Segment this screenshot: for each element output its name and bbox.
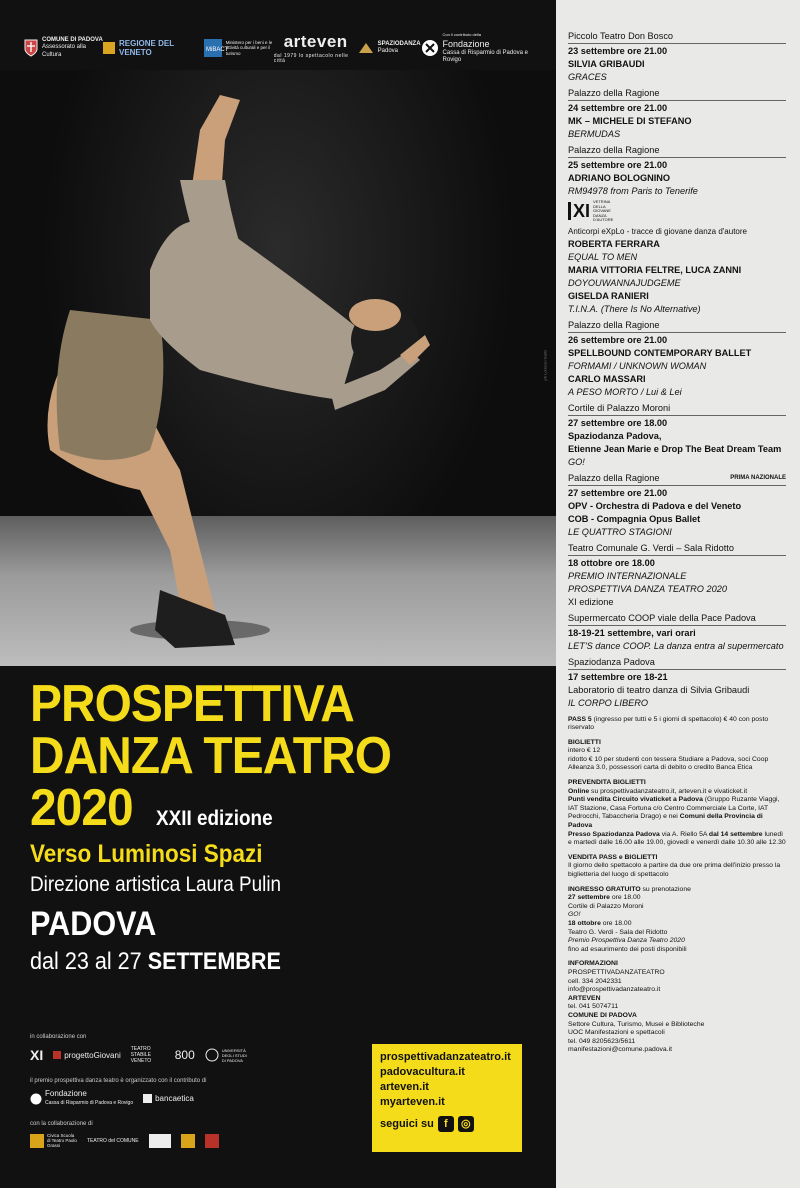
logo-comune: COMUNE DI PADOVA Assessorato alla Cultura [24,37,103,59]
collab-logos [30,1046,360,1064]
logo-fondazione-bottom: Fondazione Cassa di Risparmio di Padova e Rovigo [30,1090,133,1107]
xi-anticorpi-logo: XI VETRINA DELLA GIOVANE DANZA D'AUTORE [568,200,786,223]
logo-arteven: arteven dal 1979 lo spettacolo nelle città [273,31,349,64]
logo-teatro-stabile: TEATRO STABILE VENETO [130,1046,152,1064]
presale-info: PREVENDITA BIGLIETTI Online su prospettivadanzateatro.it, arteven.it e vivaticket.it Punti vendita Circuito vivaticket a Padova (Gruppo Ruzante Viaggi, IAT Stazione, Casa Fortuna c/o Centro Commerciale La Corte, IAT Pedrocchi, Tabaccheria Drago) e nei Comuni della Provincia di Padova Presso Spaziodanza Padova via A. Riello 5A dal 14 settembre lunedì e martedì dalle 16.00 alle 19.00, giovedì e venerdì dalle 10.30 alle 12.30 [568,779,786,847]
bancaetica-icon [143,1094,152,1103]
event-item: Palazzo della Ragione 24 settembre ore 21.00 MK – MICHELE DI STEFANO BERMUDAS [568,87,786,141]
university-seal-icon [205,1048,219,1062]
email-link[interactable]: manifestazioni@comune.padova.it [568,1046,673,1054]
email-link[interactable]: info@prospettivadanzateatro.it [568,986,661,994]
event-item: Teatro Comunale G. Verdi – Sala Ridotto 18 ottobre ore 18.00 PREMIO INTERNAZIONALE PROSPETTIVA DANZA TEATRO 2020 XI edizione [568,542,786,609]
headline-block [30,675,540,976]
artistic-direction: Direzione artistica Laura Pulin [30,873,282,896]
dancer-figure [0,70,556,666]
logo-xi: XI [30,1047,44,1063]
logo-800: 800 [174,1048,195,1062]
link-padovacultura[interactable]: padovacultura.it [380,1066,465,1078]
link-prospettiva[interactable]: prospettivadanzateatro.it [380,1051,511,1063]
event-item: Piccolo Teatro Don Bosco 23 settembre ore 21.00 SILVIA GRIBAUDI GRACES [568,30,786,84]
title-line-2: DANZA TEATRO [30,727,392,785]
event-item: Cortile di Palazzo Moroni 27 settembre ore 18.00 Spaziodanza Padova, Etienne Jean Marie e Drop The Beat Dream Team GO! [568,402,786,469]
mibact-icon [204,39,229,57]
sale-info: VENDITA PASS e BIGLIETTI Il giorno dello spettacolo a partire da due ore prima dell'inizio presso la biglietteria del luogo di spettacolo [568,853,781,878]
logo-paolo-grassi: Civica Scuola di Teatro Paolo Grassi [30,1133,77,1148]
logo-progetto-giovani: progettoGiovani [53,1051,120,1060]
subtitle: Verso Luminosi Spazi [30,840,263,868]
logo-universita: UNIVERSITÀ DEGLI STUDI DI PADOVA [205,1048,250,1063]
facebook-icon[interactable]: f [438,1116,454,1132]
logo-teatro-comune: TEATRO del COMUNE [87,1137,139,1144]
logo-bancaetica: bancaetica [143,1094,194,1103]
logo-yellow [181,1134,195,1148]
instagram-icon[interactable]: ◎ [458,1116,474,1132]
program-list [568,30,786,710]
tickets-info: BIGLIETTI intero € 12 ridotto € 10 per studenti con tessera Studiare a Padova, soci Coop Alleanza 3.0, possessori carta di debito o credito Banca Etica [568,738,769,772]
city: PADOVA [30,905,157,943]
year-row [30,779,540,837]
event-item: Palazzo della Ragione 25 settembre ore 21.00 ADRIANO BOLOGNINO RM94978 from Paris to Tenerife XI VETRINA DELLA GIOVANE DANZA D'AUTORE Anticorpi eXpLo - tracce di giovane danza d'autore ROBERTA FERRARA EQUAL TO MEN MARIA VITTORIA FELTRE, LUCA ZANNI DOYOUWANNAJUDGEME GISELDA RANIERI T.I.N.A. (There Is No Alternative) [568,144,786,316]
event-item: Supermercato COOP viale della Pace Padova 18-19-21 settembre, vari orari LET'S dance COOP. La danza entra al supermercato [568,612,786,653]
fondazione-icon [30,1093,42,1105]
grassi-icon [30,1134,44,1148]
logo-fondazione: Con il contributo della Fondazione Cassa di Risparmio di Padova e Rovigo [421,32,542,65]
free-entry-info: INGRESSO GRATUITO su prenotazione 27 settembre ore 18.00 Cortile di Palazzo Moroni GO! 18 ottobre ore 18.00 Teatro G. Verdi - Sala del Ridotto Premio Prospettiva Danza Teatro 2020 fino ad esaurimento dei posti disponibili [568,885,691,953]
progetto-icon [53,1051,61,1059]
credits-block: in collaborazione con XI progettoGiovani TEATRO STABILE VENETO 800 UNIVERSITÀ DEGLI STUDI DI PADOVA il premio prospettiva danza teatro è organizzato con il contributo di Fondazione Cassa di Risparmio di Padova e Rovigo bancaetica con la collaborazione di Civica Scuola di Teatro Paolo Grassi TEATRO del COMUNE [30,1034,360,1162]
title-year: 2020 [30,779,133,837]
svg-text:MiBACT: MiBACT [205,47,229,53]
title-line-1: PROSPETTIVA [30,675,354,733]
lion-icon [103,42,115,54]
logo-palco [149,1134,171,1148]
logo-regione: REGIONE DEL VENETO [103,39,204,57]
event-item: Palazzo della Ragione PRIMA NAZIONALE 27 settembre ore 21.00 OPV - Orchestra di Padova e del Veneto COB - Compagnia Opus Ballet LE QUATTRO STAGIONI [568,472,786,537]
fondazione-icon [421,39,439,57]
logo-spaziodanza: SPAZIODANZA Padova [358,41,421,55]
dancer-photo: ph Lorenzo Gallo [0,70,556,666]
links-box [372,1044,522,1152]
link-myarteven[interactable]: myarteven.it [380,1096,445,1108]
social-row: seguici su f ◎ [380,1116,514,1132]
premio-logos [30,1090,360,1107]
spaziodanza-icon [358,41,374,55]
event-item: Spaziodanza Padova 17 settembre ore 18-21 Laboratorio di teatro danza di Silvia Gribaudi IL CORPO LIBERO [568,656,786,710]
pass-info: PASS 5 (ingresso per tutti e 5 i giorni di spettacolo) € 40 con posto riservato [568,715,769,732]
link-arteven[interactable]: arteven.it [380,1081,429,1093]
crest-icon [24,39,38,57]
sponsor-logos [24,30,542,66]
premiere-badge: PRIMA NAZIONALE [730,474,786,481]
festival-dates: dal 23 al 27 SETTEMBRE [30,948,281,975]
with-logos [30,1133,360,1148]
contacts-info: INFORMAZIONI PROSPETTIVADANZATEATRO cell. 334 2042331 info@prospettivadanzateatro.it ARTEVEN tel. 041 5074711 COMUNE DI PADOVA Settore Cultura, Turismo, Musei e Biblioteche UOC Manifestazioni e spettacoli tel. 049 8205623/5611 manifestazioni@comune.padova.it [568,960,786,1055]
program-column [556,0,800,1188]
ticket-info [568,716,786,1055]
logo-red [205,1134,219,1148]
event-item: Palazzo della Ragione 26 settembre ore 21.00 SPELLBOUND CONTEMPORARY BALLET FORMAMI / UNKNOWN WOMAN CARLO MASSARI A PESO MORTO / Lui & Lei [568,319,786,399]
logo-mibact: MiBACT Ministero per i beni e le attività culturali e per il turismo [205,39,273,56]
edition-label: XXII edizione [155,807,273,830]
